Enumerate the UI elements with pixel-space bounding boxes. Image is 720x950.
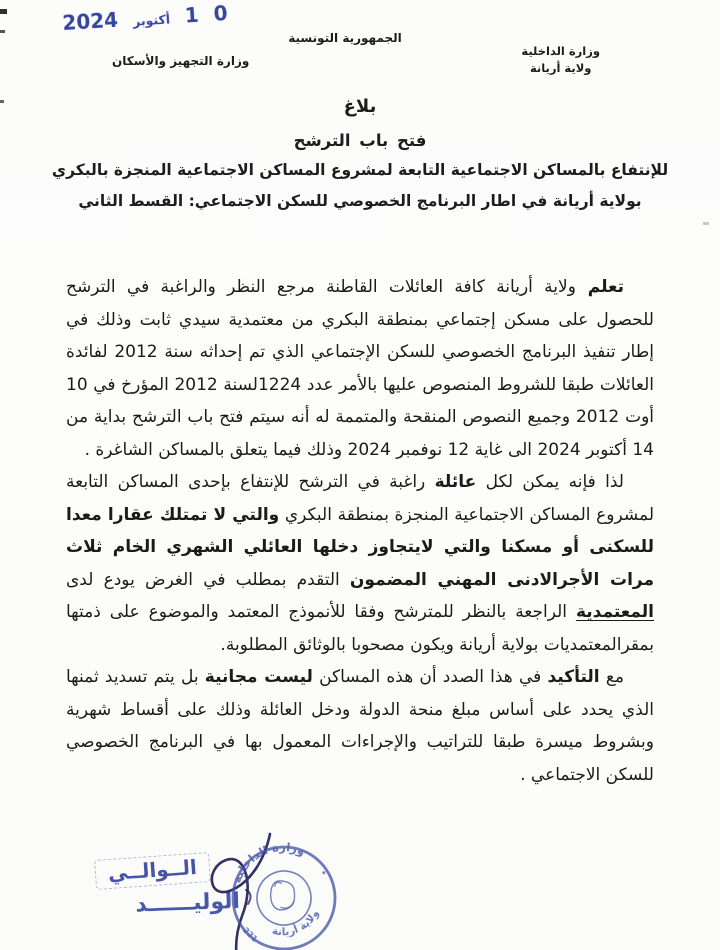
date-stamp-day: 0 1: [184, 0, 229, 28]
letterhead-ministry-housing: وزارة التجهيز والأسكان: [112, 54, 250, 68]
seal-star: ٭: [319, 866, 329, 880]
scan-artifact: [0, 9, 7, 14]
seal-number: 221: [241, 925, 260, 944]
governorate-line: ولاية أريانة: [529, 61, 592, 75]
doc-title: بلاغ: [343, 96, 377, 117]
date-stamp-month: أكتوبر: [132, 11, 171, 29]
paragraph-announcement: تعلم ولاية أريانة كافة العائلات القاطنة مرجع النظر والراغبة في الترشح للحصول على مسكن إجتماعي بمنطقة البكري من معتمدية سيدي ثابت وذلك في إطار تنفيذ البرنامج الخصوصي للسكن الإجتماعي الذي تم إحداثه سنة 2012 لفائدة العائلات طبقا للشروط المنصوص عليها بالأمر عدد 1224لسنة 2012 المؤرخ في 10 أوت 2012 وجميع النصوص المنقحة والمتممة له أنه سيتم فتح باب الترشح بداية من 14 أكتوبر 2024 الى غاية 12 نوفمبر 2024 وذلك فيما يتعلق بالمساكن الشاغرة .: [66, 277, 655, 460]
svg-text:ولاية أريانة: [267, 905, 326, 946]
governor-title-stamp: الــوالــي: [94, 852, 211, 890]
doc-subtitle: فتح باب الترشح: [293, 131, 427, 150]
document-body: [66, 271, 654, 791]
doc-subject-line2: بولاية أريانة في اطار البرنامج الخصوصي للسكن الاجتماعي: القسط الثاني: [78, 192, 642, 210]
ministry-interior-line: وزارة الداخلية: [521, 44, 600, 58]
date-stamp-year: 2024: [61, 7, 119, 36]
title-block: [0, 96, 720, 210]
seal-top-text: وزارة الداخلية: [229, 839, 308, 885]
letterhead-ministry-interior: [521, 43, 600, 77]
paragraph-eligibility: لذا فإنه يمكن لكل عائلة راغبة في الترشح للإنتفاع بإحدى المساكن التابعة لمشروع المساكن الاجتماعية المنجزة بمنطقة البكري والتي لا تمتلك عقارا معدا للسكنى أو مسكنا والتي لايتجاوز دخلها العائلي الشهري الخام ثلاث مرات الأجرالادنى المهني المضمون التقدم بمطلب في الغرض يودع لدى المعتمدية الراجعة بالنظر للمترشح وفقا للأنموذج المعتمد والموضوع على ذمتها بمقرالمعتمديات بولاية أريانة ويكون مصحوبا بالوثائق المطلوبة.: [66, 472, 655, 655]
seal-bottom-text: ولاية أريانة: [270, 908, 322, 939]
scan-artifact: [703, 222, 709, 225]
paragraph-payment: مع التأكيد في هذا الصدد أن هذه المساكن ليست مجانية بل يتم تسديد ثمنها الذي يحدد على أساس مبلغ منحة الدولة ودخل العائلة وذلك على أقساط شهرية وبشروط ميسرة طبقا للتراتيب والإجراءات المعمول بها في البرنامج الخصوصي للسكن الاجتماعي .: [66, 667, 654, 785]
letterhead-republic: الجمهورية التونسية: [288, 31, 402, 45]
signature-zone: [0, 840, 720, 950]
doc-subject-line1: للإنتفاع بالمساكن الاجتماعية التابعة لمشروع المساكن الاجتماعية المنجزة بالبكري: [51, 161, 669, 179]
governor-name-stamp: الوليــــــد: [134, 888, 241, 918]
